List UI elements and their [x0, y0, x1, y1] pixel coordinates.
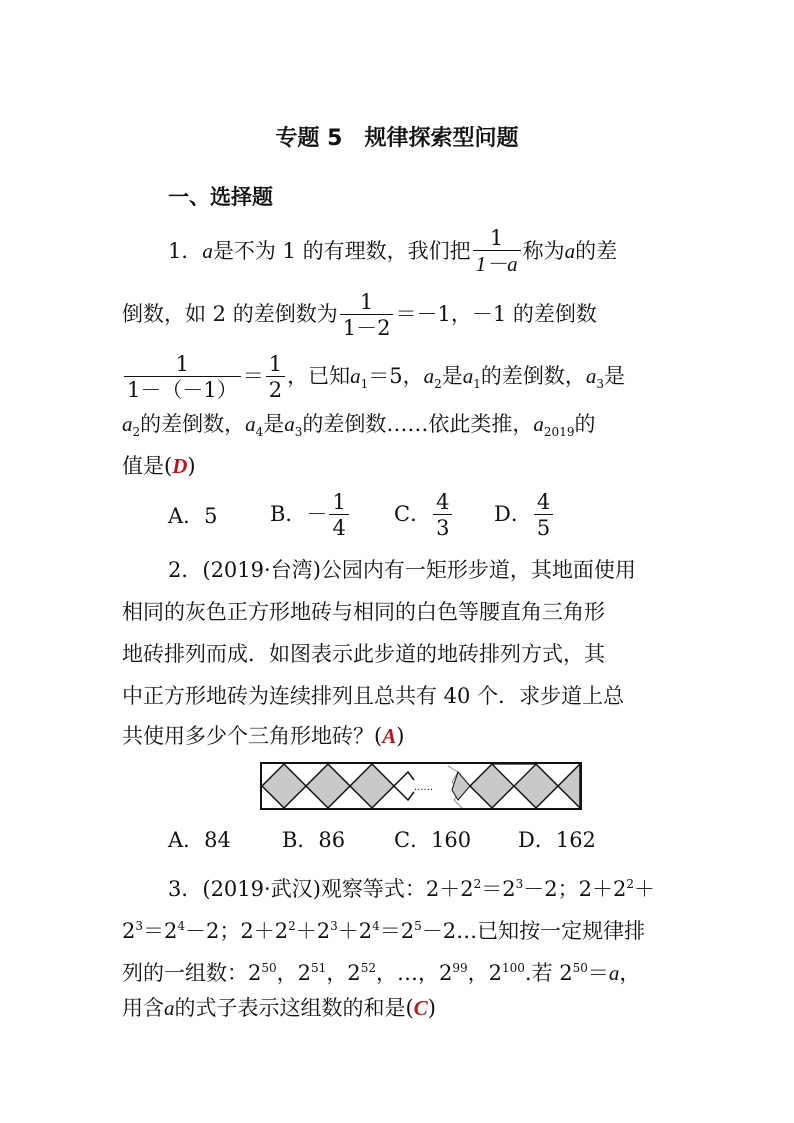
- q2-option-c: C．160: [394, 828, 472, 852]
- fraction: $\frac{1}{1-2}$: [340, 290, 394, 341]
- source-region: 台湾: [270, 558, 313, 582]
- source-region: 武汉: [270, 877, 313, 901]
- q1-line-3: $\frac{1}{1-(-1)}$ ＝ $\frac{1}{2}$ ，已知$a_1=5$，$a_2$是$a_1$的差倒数，$a_3$是: [122, 352, 625, 403]
- tile-diagram: [258, 760, 584, 812]
- page-title: 专题 5 规律探索型问题: [275, 126, 519, 151]
- q1-option-a: A．5: [168, 504, 218, 528]
- answer-q1: D: [172, 454, 188, 478]
- section-heading: 一、选择题: [168, 185, 273, 209]
- q3-line-3: 列的一组数：$2^{50}$，$2^{51}$，$2^{52}$，…，$2^{99}$，$2^{100}$.若 $2^{50}=a$，: [122, 961, 641, 985]
- q2-option-b: B．86: [282, 828, 346, 852]
- fraction: $\frac{1}{2}$: [266, 352, 285, 403]
- q2-line-5: 共使用多少个三角形地砖？(A): [122, 724, 405, 748]
- fraction: $\frac{1}{1-a}$: [473, 226, 521, 277]
- q1-line-2: 倒数，如 2 的差倒数为 $\frac{1}{1-2}$ ＝－1，－1 的差倒数: [122, 290, 597, 340]
- q3-line-4: 用含a的式子表示这组数的和是(C): [122, 996, 436, 1020]
- q3-line-2: $2^3=2^4-2$；$2+2^2+2^3+2^4=2^5-2\dots$已知按一定规律排: [122, 919, 646, 943]
- q2-line-3: 地砖排列而成．如图表示此步道的地砖排列方式，其: [122, 642, 605, 666]
- q1-option-d: D． $\frac{4}{5}$: [494, 490, 555, 541]
- q2-line-1: 2．(2019·台湾)公园内有一矩形步道，其地面使用: [168, 558, 636, 582]
- q1-option-c: C． $\frac{4}{3}$: [394, 490, 454, 541]
- q1-line-5: 值是(D): [122, 454, 196, 478]
- q2-line-2: 相同的灰色正方形地砖与相同的白色等腰直角三角形: [122, 600, 605, 624]
- q2-line-4: 中正方形地砖为连续排列且总共有 40 个．求步道上总: [122, 684, 625, 708]
- q1-line-4: $a_2$的差倒数，$a_4$是$a_3$的差倒数……依此类推，$a_{2019}$的: [122, 412, 596, 440]
- q1-line-1: 1．a是不为 1 的有理数，我们把 $\frac{1}{1-a}$ 称为a的差: [168, 226, 618, 276]
- q2-option-a: A．84: [168, 828, 231, 852]
- answer-q3: C: [413, 996, 428, 1020]
- fraction: $\frac{1}{1-(-1)}$: [124, 352, 241, 403]
- q3-line-1: 3．(2019·武汉)观察等式：$2+2^2=2^3-2$；$2+2^2+$: [168, 877, 656, 901]
- q1-option-b: B．－ $\frac{1}{4}$: [270, 490, 351, 541]
- ellipsis-text: ......: [414, 782, 434, 793]
- q2-option-d: D．162: [518, 828, 596, 852]
- answer-q2: A: [382, 724, 397, 748]
